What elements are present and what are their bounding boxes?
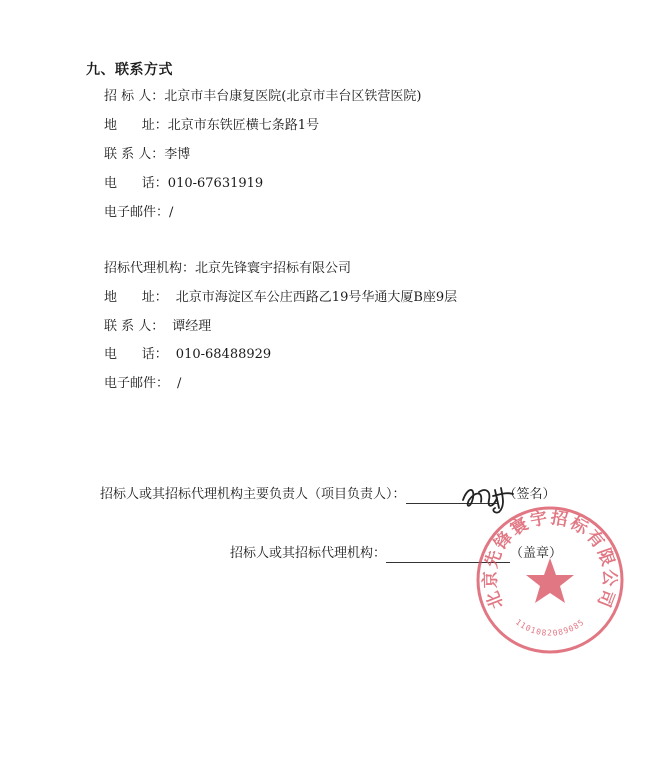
agency-phone: 010-68488929 <box>175 347 272 362</box>
tenderer-address-row <box>104 118 319 134</box>
tenderer-contact: 李博 <box>164 147 191 162</box>
tenderer-contact-row <box>104 147 190 163</box>
tenderer-phone-label: 电 话： <box>104 176 168 191</box>
tenderer-name-row <box>104 89 421 105</box>
principal-signature-label: 招标人或其招标代理机构主要负责人（项目负责人）： <box>100 487 406 502</box>
principal-signature-suffix: （签名） <box>503 487 556 502</box>
tenderer-name: 北京市丰台康复医院(北京市丰台区铁营医院) <box>164 89 422 104</box>
seal-number: 1101082089085 <box>513 617 587 638</box>
agency-name-label: 招标代理机构： <box>104 261 196 276</box>
section-title: 九、联系方式 <box>86 62 173 78</box>
tenderer-email-label: 电子邮件： <box>104 205 170 220</box>
tenderer-name-label: 招 标 人： <box>104 89 165 104</box>
agency-contact-label: 联 系 人： <box>104 319 165 334</box>
agency-contact-row <box>104 319 211 335</box>
tenderer-address: 北京市东铁匠横七条路1号 <box>167 118 320 133</box>
tenderer-email: / <box>169 205 174 220</box>
org-seal-suffix: （盖章） <box>510 546 563 561</box>
seal-star-icon <box>526 558 574 603</box>
tenderer-email-row <box>104 205 173 221</box>
tenderer-phone: 010-67631919 <box>167 176 264 191</box>
tenderer-contact-label: 联 系 人： <box>104 147 165 162</box>
seal-text: 北京先锋寰宇招标有限公司 <box>480 508 620 612</box>
agency-email-row <box>104 376 181 392</box>
org-seal-label: 招标人或其招标代理机构： <box>230 546 387 561</box>
agency-email: / <box>177 376 182 391</box>
agency-phone-label: 电 话： <box>104 347 168 362</box>
agency-phone-row <box>104 347 271 363</box>
agency-name-row <box>104 261 351 277</box>
agency-email-label: 电子邮件： <box>104 376 170 391</box>
agency-address-row <box>104 290 457 306</box>
agency-address-label: 地 址： <box>104 290 168 305</box>
agency-name: 北京先锋寰宇招标有限公司 <box>195 261 352 276</box>
tenderer-address-label: 地 址： <box>104 118 168 133</box>
tenderer-phone-row <box>104 176 263 192</box>
company-seal <box>470 500 630 660</box>
agency-address: 北京市海淀区车公庄西路乙19号华通大厦B座9层 <box>175 290 458 305</box>
agency-contact: 谭经理 <box>172 319 212 334</box>
